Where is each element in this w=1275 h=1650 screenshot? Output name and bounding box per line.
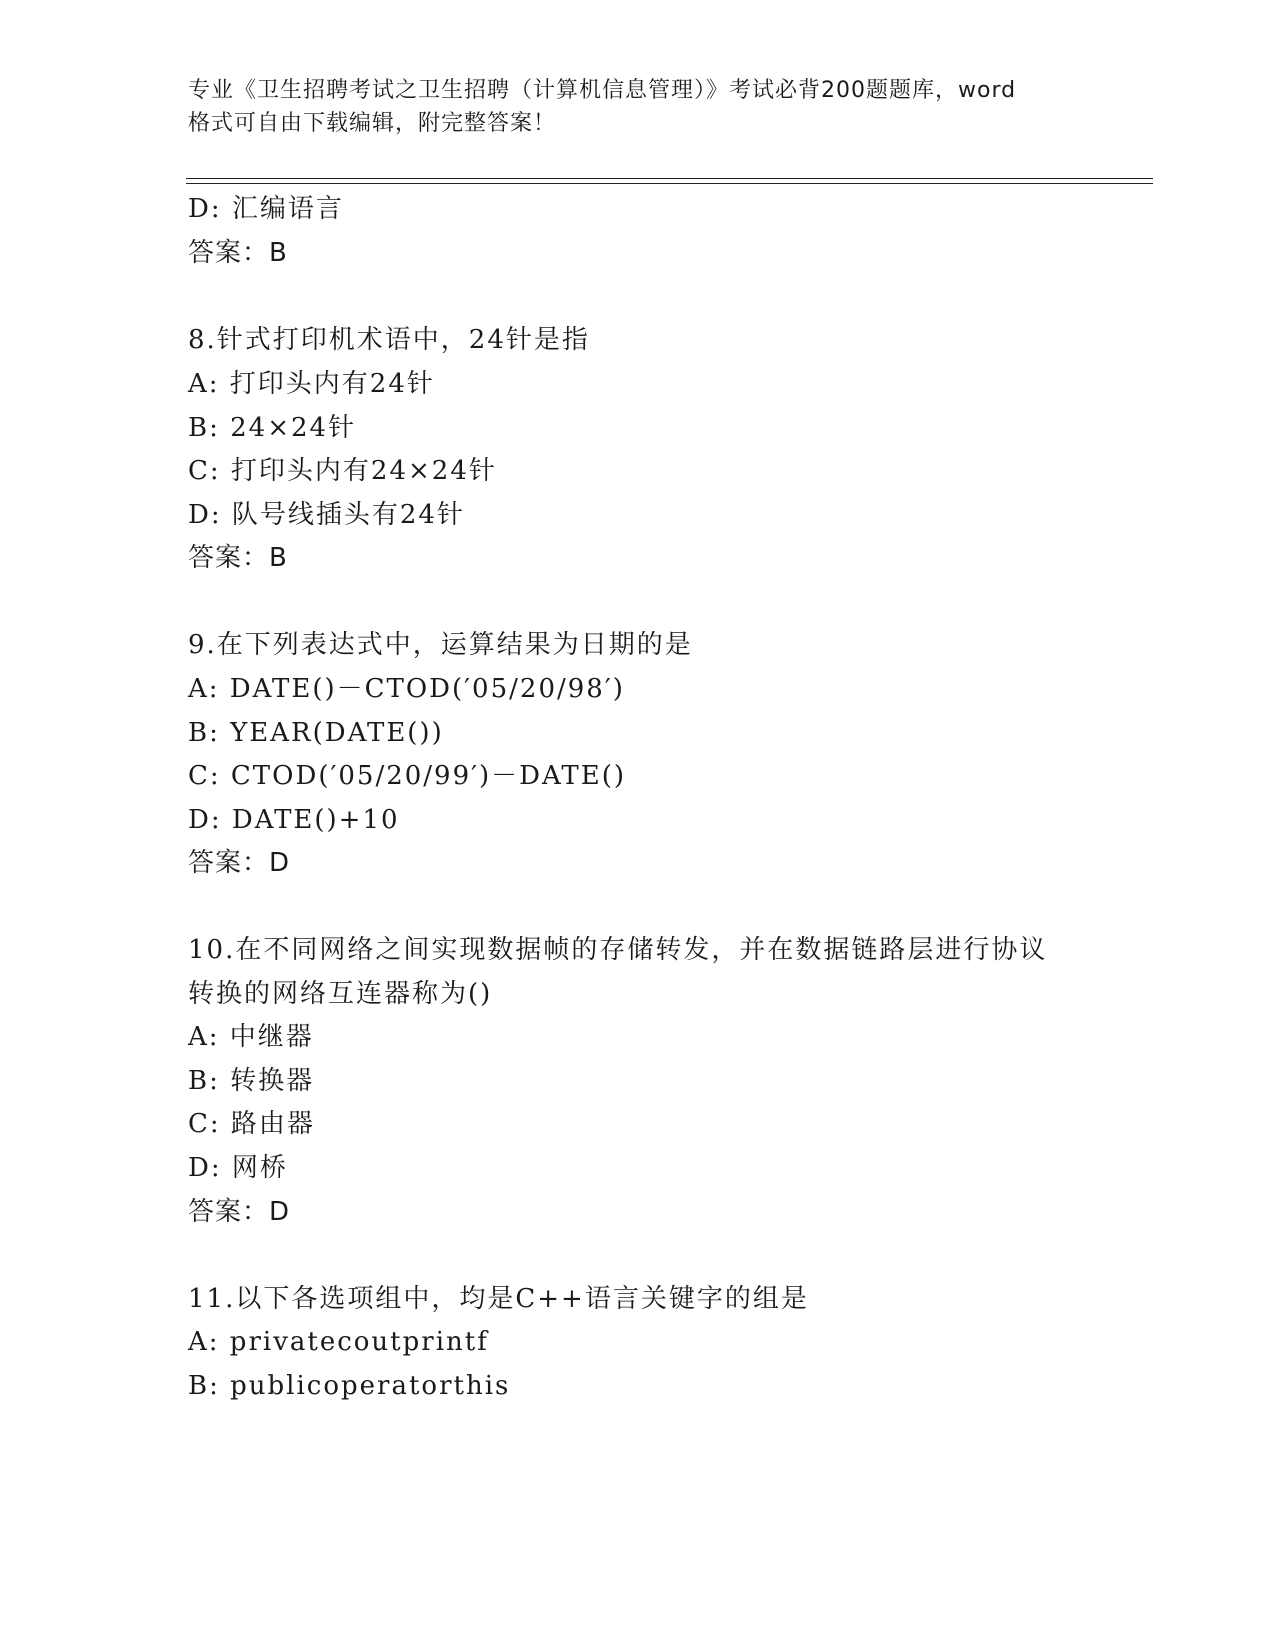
q9-option-d: D: DATE()+10	[188, 805, 400, 835]
q8-answer: 答案：B	[188, 543, 288, 573]
document-header	[188, 74, 1088, 140]
q11-option-a: A: privatecoutprintf	[188, 1327, 489, 1357]
q8-option-d: D: 队号线插头有24针	[188, 500, 465, 530]
q9-option-b: B: YEAR(DATE())	[188, 718, 444, 748]
q8-option-c: C: 打印头内有24×24针	[188, 456, 497, 486]
header-rule-top	[186, 178, 1153, 179]
q9-stem: 9.在下列表达式中，运算结果为日期的是	[188, 630, 693, 660]
q11-stem: 11.以下各选项组中，均是C++语言关键字的组是	[188, 1284, 809, 1314]
q8-stem: 8.针式打印机术语中，24针是指	[188, 325, 590, 355]
q8-option-a: A: 打印头内有24针	[188, 369, 435, 399]
q9-answer: 答案：D	[188, 848, 291, 878]
q10-option-d: D: 网桥	[188, 1153, 288, 1183]
q7-answer: 答案：B	[188, 238, 288, 268]
q10-stem-line-1: 10.在不同网络之间实现数据帧的存储转发，并在数据链路层进行协议	[188, 935, 1048, 965]
q10-answer: 答案：D	[188, 1197, 291, 1227]
q7-option-d: D: 汇编语言	[188, 194, 344, 224]
q9-option-a: A: DATE()－CTOD(′05/20/98′)	[188, 674, 625, 704]
q10-option-a: A: 中继器	[188, 1022, 314, 1052]
q10-option-c: C: 路由器	[188, 1109, 315, 1139]
q11-option-b: B: publicoperatorthis	[188, 1371, 511, 1401]
header-line-1: 专业《卫生招聘考试之卫生招聘（计算机信息管理）》考试必背200题题库，word	[188, 78, 1017, 103]
q10-stem-line-2: 转换的网络互连器称为()	[188, 979, 493, 1009]
q10-option-b: B: 转换器	[188, 1066, 315, 1096]
q8-option-b: B: 24×24针	[188, 413, 357, 443]
header-rule-bottom	[186, 183, 1153, 184]
q9-option-c: C: CTOD(′05/20/99′)－DATE()	[188, 761, 626, 791]
header-line-2: 格式可自由下载编辑，附完整答案！	[188, 111, 557, 136]
